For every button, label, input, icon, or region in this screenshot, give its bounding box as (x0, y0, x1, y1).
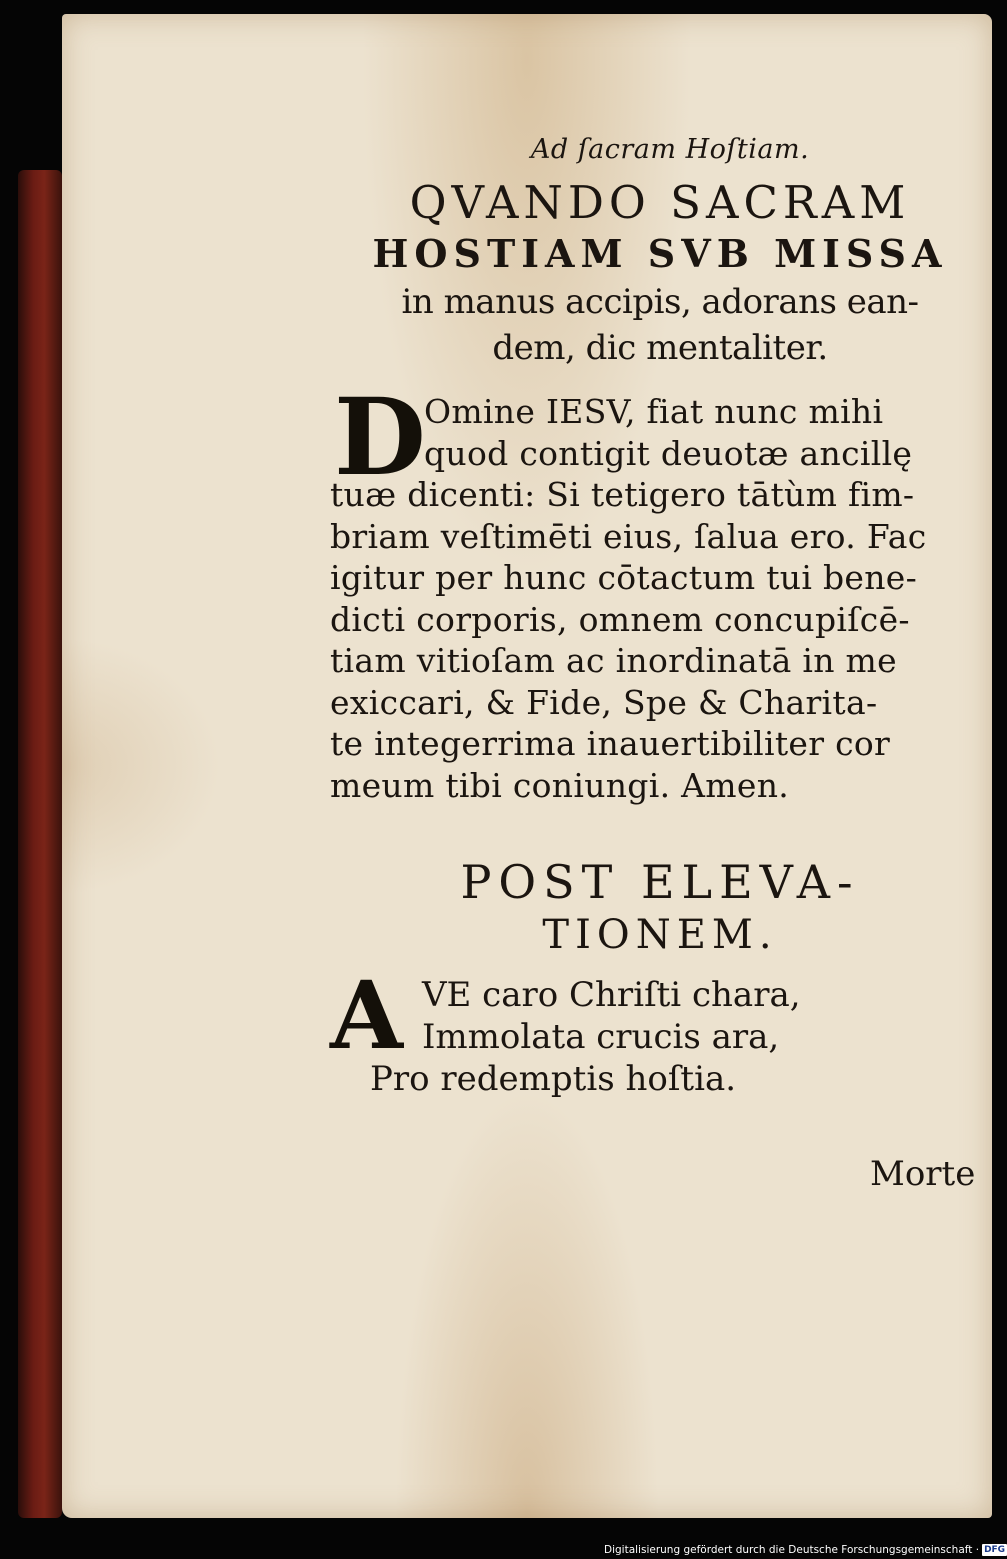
heading-line-1: QVANDO SACRAM (409, 176, 911, 229)
book-page (62, 14, 992, 1518)
prayer-line: meum tibi coniungi. Amen. (330, 765, 790, 805)
prayer-drop-cap: D (334, 374, 426, 499)
prayer-line: dicti corporis, omnem concupiſcē- (330, 599, 910, 639)
prayer-paragraph (330, 374, 990, 806)
prayer-line: te integerrima inauertibiliter cor (330, 724, 891, 763)
prayer-line: tiam vitioſam ac inordinatā in me (330, 641, 897, 680)
page-text (330, 134, 990, 1100)
section-heading-line-2: TIONEM. (542, 912, 778, 958)
hymn-line: VE caro Chriſti chara, (422, 975, 801, 1015)
hymn-drop-cap: A (330, 961, 403, 1071)
heading-line-4: dem, dic mentaliter. (492, 328, 828, 368)
heading-line-3: in manus accipis, adorans ean- (401, 282, 919, 322)
credit-text: Digitalisierung gefördert durch die Deutsche Forschungsgemeinschaft · (604, 1543, 980, 1556)
hymn-line: Pro redemptis hoſtia. (370, 1059, 737, 1099)
prayer-line: exiccari, & Fide, Spe & Charita- (330, 682, 878, 722)
heading-line-2: HOSTIAM SVB MISSA (372, 231, 948, 276)
prayer-line: briam veſtimēti eius, ſalua ero. Fac (330, 516, 927, 556)
hymn-verse (330, 961, 990, 1100)
prayer-line: quod contigit deuotæ ancillę (424, 433, 913, 473)
dfg-logo: DFG (984, 1544, 1006, 1555)
running-head: Ad ſacram Hoſtiam. (530, 134, 810, 165)
catchword: Morte (870, 1154, 976, 1194)
digitization-credit (604, 1542, 1007, 1557)
book-binding (18, 170, 62, 1518)
section-heading-line-1: POST ELEVA- (460, 855, 860, 909)
prayer-line: igitur per hunc cōtactum tui bene- (330, 558, 918, 597)
hymn-line: Immolata crucis ara, (422, 1017, 780, 1057)
section-heading (330, 854, 990, 960)
prayer-line: Omine IESV, fiat nunc mihi (424, 392, 884, 431)
prayer-line: tuæ dicenti: Si tetigero tātùm fim- (330, 475, 915, 514)
